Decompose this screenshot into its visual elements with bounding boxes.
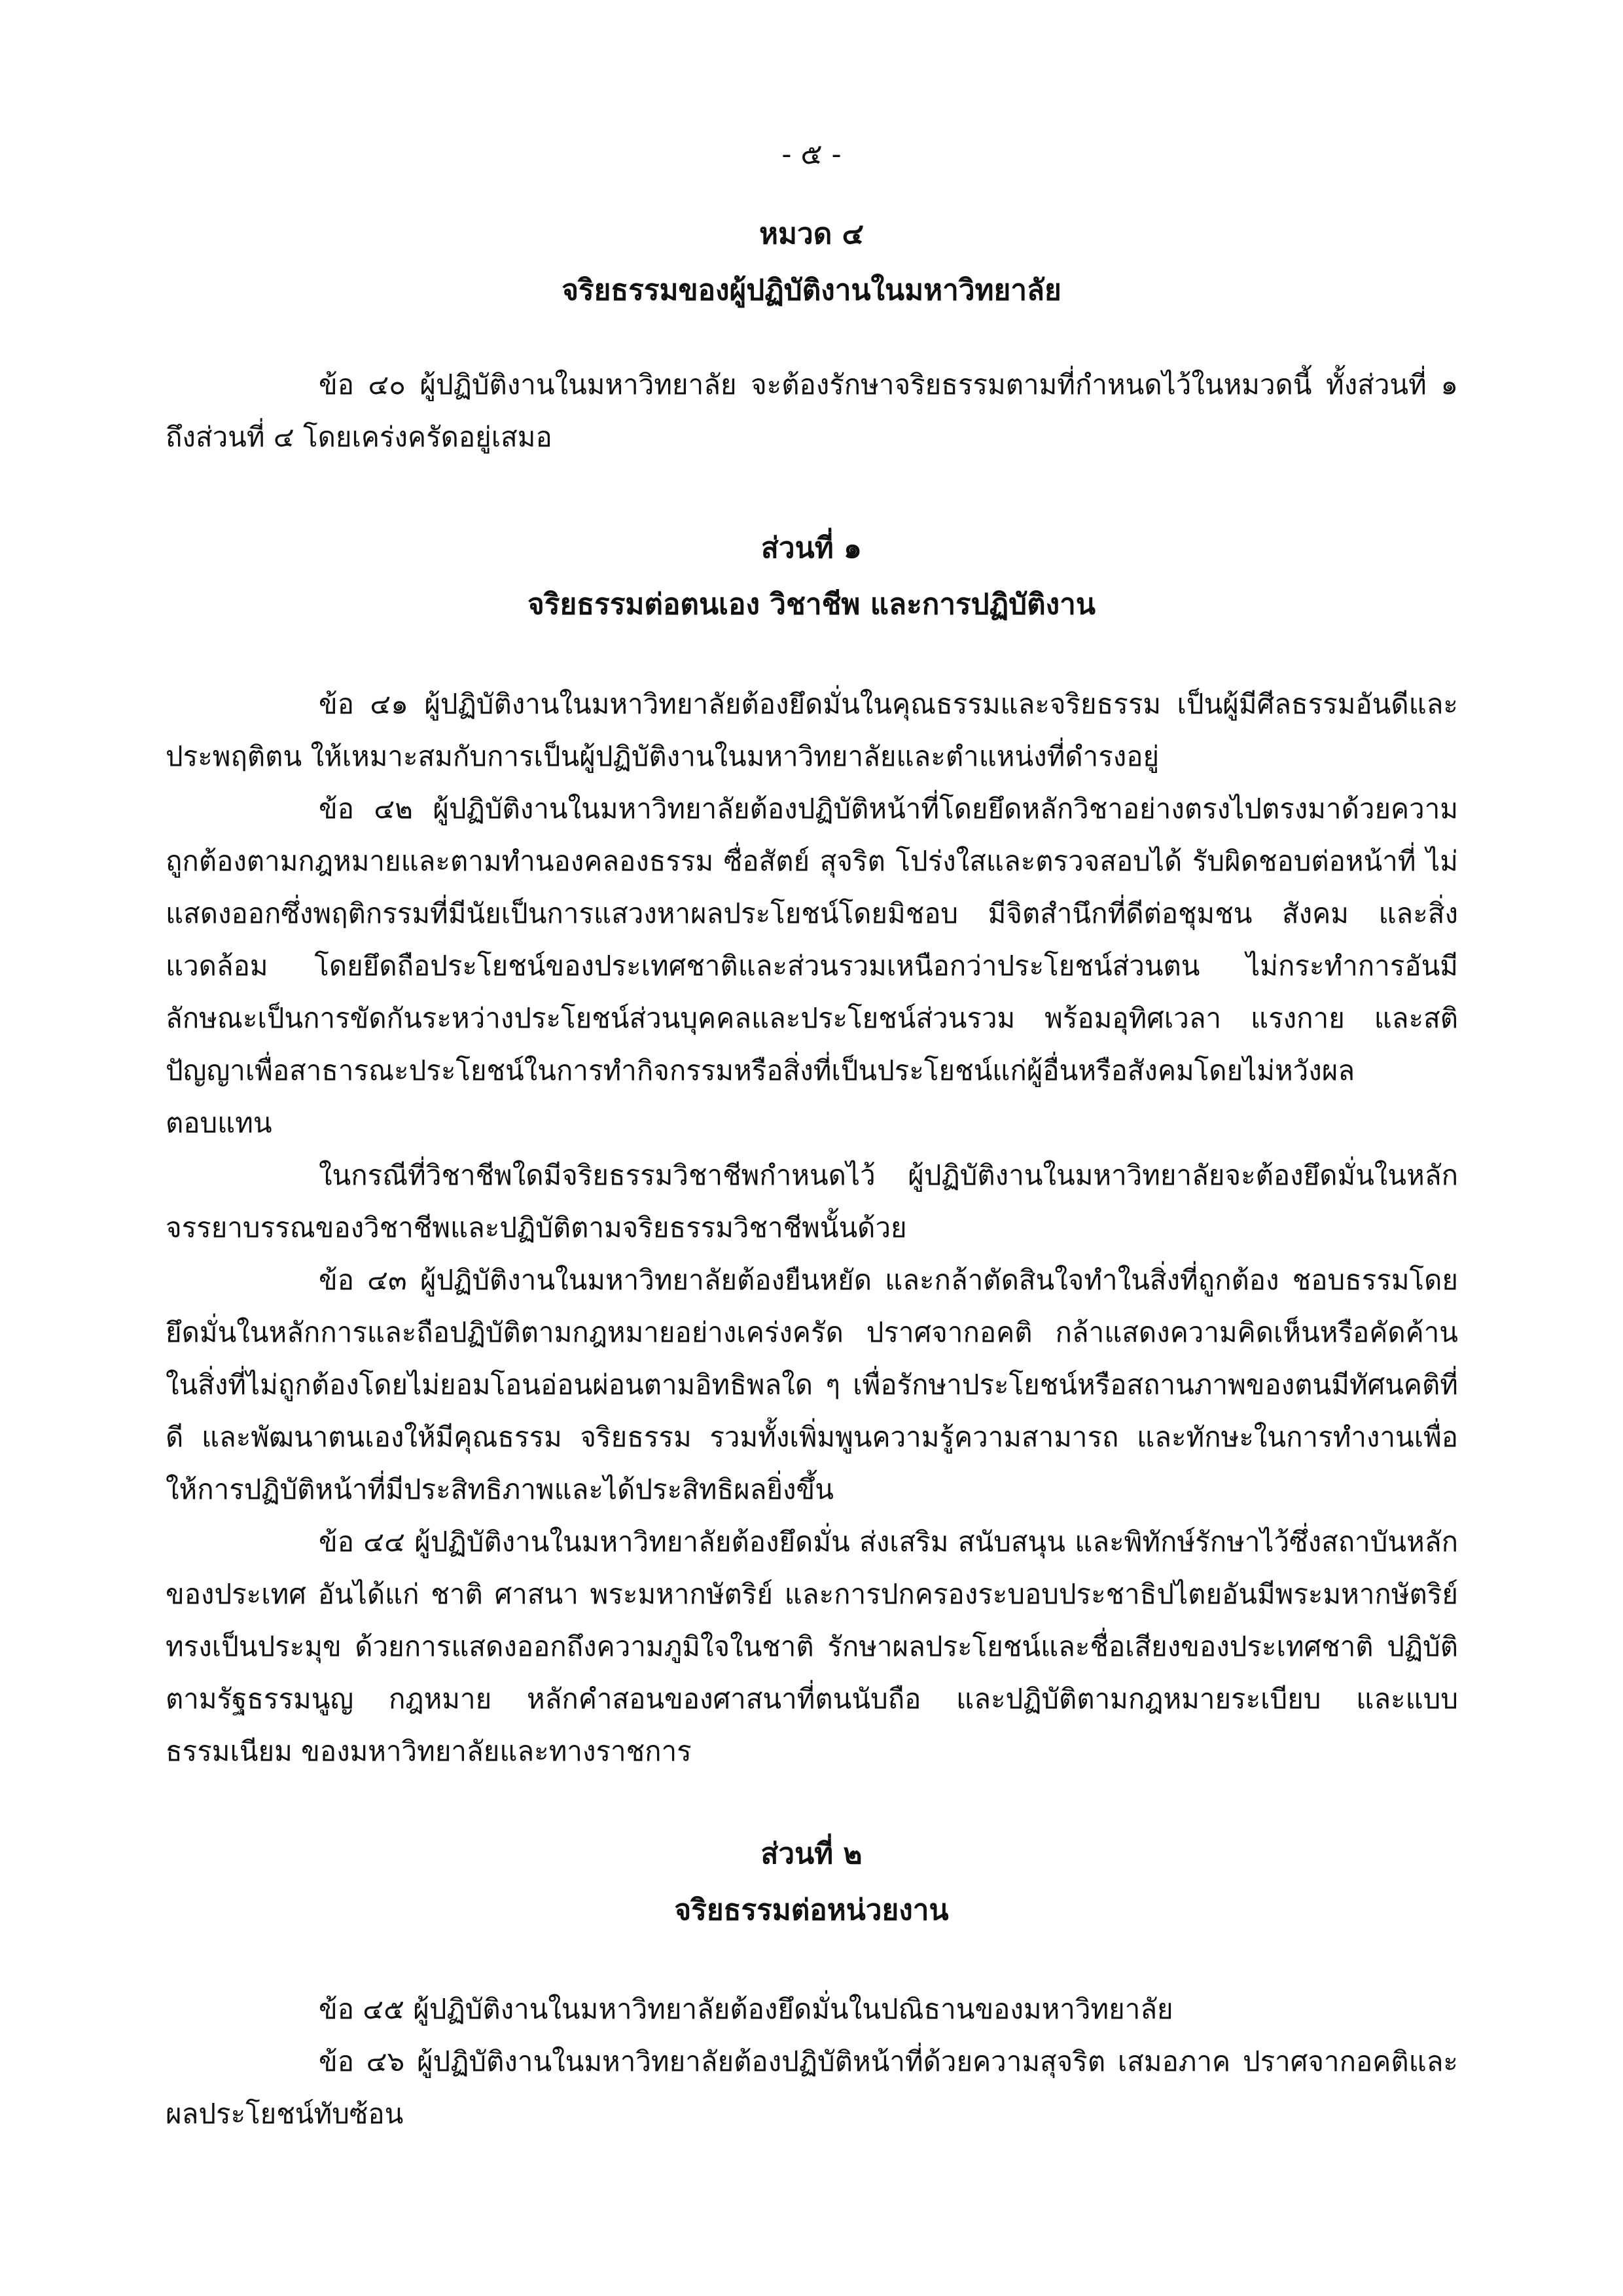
page-number: - ๕ - — [781, 137, 842, 171]
section-1-title: ส่วนที่ ๑ — [761, 531, 862, 565]
chapter-subtitle: จริยธรรมของผู้ปฏิบัติงานในมหาวิทยาลัย — [562, 274, 1061, 307]
clause-40: ข้อ ๔๐ ผู้ปฏิบัติงานในมหาวิทยาลัย จะต้องรักษาจริยธรรมตามที่กำหนดไว้ในหมวดนี้ ทั้งส่วนที่ ๑ ถึงส่วนที่ ๔ โดยเคร่งครัดอยู่เสมอ — [166, 368, 1458, 453]
section-2-heading — [0, 1826, 1623, 1939]
section-1-subtitle: จริยธรรมต่อตนเอง วิชาชีพ และการปฏิบัติงาน — [527, 588, 1096, 621]
clause-44: ข้อ ๔๔ ผู้ปฏิบัติงานในมหาวิทยาลัยต้องยึดมั่น ส่งเสริม สนับสนุน และพิทักษ์รักษาไว้ซึ่งสถาบันหลักของประเทศ อันได้แก่ ชาติ ศาสนา พระมหากษัตริย์ และการปกครองระบอบประชาธิปไตยอันมีพระมหากษัตริย์ทรงเป็นประมุข ด้วยการแสดงออกถึงความภูมิใจในชาติ รักษาผลประโยชน์และชื่อเสียงของประเทศชาติ ปฏิบัติตามรัฐธรรมนูญ กฎหมาย หลักคำสอนของศาสนาที่ตนนับถือ และปฏิบัติตามกฎหมายระเบียบ และแบบธรรมเนียม ของมหาวิทยาลัยและทางราชการ — [166, 1526, 1458, 1767]
chapter-heading — [0, 206, 1623, 319]
section-1-heading — [0, 520, 1623, 633]
section-2-title: ส่วนที่ ๒ — [760, 1837, 863, 1871]
clause-42-profession: ในกรณีที่วิชาชีพใดมีจริยธรรมวิชาชีพกำหนดไว้ ผู้ปฏิบัติงานในมหาวิทยาลัยจะต้องยึดมั่นในหลักจรรยาบรรณของวิชาชีพและปฏิบัติตามจริยธรรมวิชาชีพนั้นด้วย — [166, 1159, 1458, 1244]
clause-45: ข้อ ๔๕ ผู้ปฏิบัติงานในมหาวิทยาลัยต้องยึดมั่นในปณิธานของมหาวิทยาลัย — [319, 1993, 1173, 2025]
clause-41: ข้อ ๔๑ ผู้ปฏิบัติงานในมหาวิทยาลัยต้องยึดมั่นในคุณธรรมและจริยธรรม เป็นผู้มีศีลธรรมอันดีและประพฤติตน ให้เหมาะสมกับการเป็นผู้ปฏิบัติงานในมหาวิทยาลัยและตำแหน่งที่ดำรงอยู่ — [166, 688, 1458, 772]
chapter-title: หมวด ๔ — [759, 217, 864, 251]
clause-42: ข้อ ๔๒ ผู้ปฏิบัติงานในมหาวิทยาลัยต้องปฏิบัติหน้าที่โดยยึดหลักวิชาอย่างตรงไปตรงมาด้วยความถูกต้องตามกฎหมายและตามทำนองคลองธรรม ซื่อสัตย์ สุจริต โปร่งใสและตรวจสอบได้ รับผิดชอบต่อหน้าที่ ไม่แสดงออกซึ่งพฤติกรรมที่มีนัยเป็นการแสวงหาผลประโยชน์โดยมิชอบ มีจิตสำนึกที่ดีต่อชุมชน สังคม และสิ่งแวดล้อม โดยยึดถือประโยชน์ของประเทศชาติและส่วนรวมเหนือกว่าประโยชน์ส่วนตน ไม่กระทำการอันมีลักษณะเป็นการขัดกันระหว่างประโยชน์ส่วนบุคคลและประโยชน์ส่วนรวม พร้อมอุทิศเวลา แรงกาย และสติปัญญาเพื่อสาธารณะประโยชน์ในการทำกิจกรรมหรือสิ่งที่เป็นประโยชน์แก่ผู้อื่นหรือสังคมโดยไม่หวังผลตอบแทน — [166, 793, 1458, 1139]
clause-43: ข้อ ๔๓ ผู้ปฏิบัติงานในมหาวิทยาลัยต้องยืนหยัด และกล้าตัดสินใจทำในสิ่งที่ถูกต้อง ชอบธรรมโดยยึดมั่นในหลักการและถือปฏิบัติตามกฎหมายอย่างเคร่งครัด ปราศจากอคติ กล้าแสดงความคิดเห็นหรือคัดค้านในสิ่งที่ไม่ถูกต้องโดยไม่ยอมโอนอ่อนผ่อนตามอิทธิพลใด ๆ เพื่อรักษาประโยชน์หรือสถานภาพของตนมีทัศนคติที่ดี และพัฒนาตนเองให้มีคุณธรรม จริยธรรม รวมทั้งเพิ่มพูนความรู้ความสามารถ และทักษะในการทำงานเพื่อให้การปฏิบัติหน้าที่มีประสิทธิภาพและได้ประสิทธิผลยิ่งขึ้น — [166, 1264, 1458, 1505]
section-2-subtitle: จริยธรรมต่อหน่วยงาน — [674, 1893, 949, 1927]
clause-46: ข้อ ๔๖ ผู้ปฏิบัติงานในมหาวิทยาลัยต้องปฏิบัติหน้าที่ด้วยความสุจริต เสมอภาค ปราศจากอคติและผลประโยชน์ทับซ้อน — [166, 2045, 1458, 2130]
